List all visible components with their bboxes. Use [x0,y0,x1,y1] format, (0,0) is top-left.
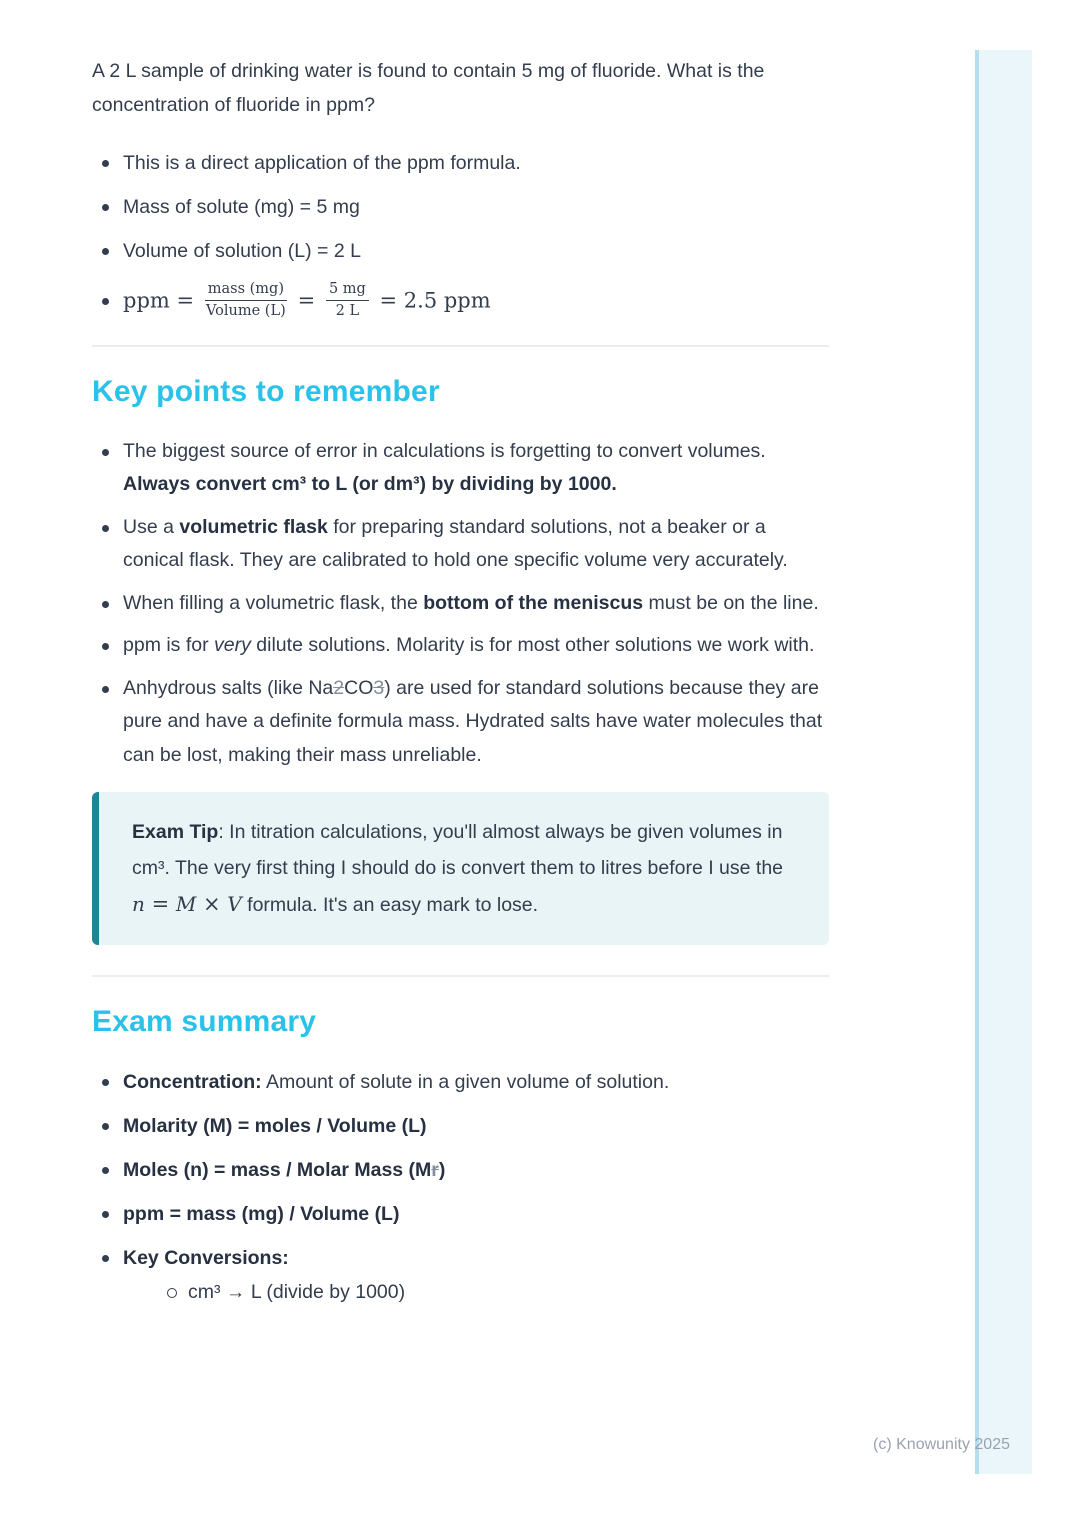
bullet-text: Mass of solute (mg) = 5 mg [123,196,360,218]
list-item [92,146,829,180]
list-item [92,1109,829,1143]
chemical-subscript: 2 [333,676,345,699]
exam-tip-text: formula. It's an easy mark to lose. [241,894,539,917]
bullet-text: must be on the line. [643,591,819,614]
fraction-numerator: mass (mg) [205,280,287,301]
bullet-text: ) are used for standard solutions because they are pure and have a definite formula mass. Hydrated salts have water molecules that can be lost, making their mass unreliable. [123,676,823,766]
intro-paragraph: A 2 L sample of drinking water is found to contain 5 mg of fluoride. What is the concentration of fluoride in ppm? [92,60,765,116]
chemical-subscript: r [431,1159,439,1182]
exam-tip-label: Exam Tip [132,821,219,844]
bullet-text: cm³ → L (divide by 1000) [188,1281,406,1304]
formula-equals: = [291,288,322,313]
bullet-text: When filling a volumetric flask, the [123,591,424,614]
document-content [92,54,829,1319]
fraction [205,280,287,321]
bullet-text: Volume of solution (L) = 2 L [123,240,361,262]
formula-lhs: ppm [123,288,170,313]
list-item [92,190,829,224]
example-bullet-list [92,146,829,329]
exam-tip-text: : In titration calculations, you'll almost always be given volumes in cm³. The very first thing I should do is convert them to litres before I use the [132,821,784,880]
fraction [326,280,369,321]
list-item [92,1065,829,1099]
fraction-denominator: 2 L [335,302,360,319]
copyright-notice: (c) Knowunity 2025 [873,1436,1010,1453]
list-item [92,629,829,663]
section-divider [92,975,829,977]
exam-tip-callout [92,792,829,945]
list-item [92,1197,829,1231]
list-item [92,511,829,578]
list-item [92,1153,829,1187]
bullet-bold-text: Moles (n) = mass / Molar Mass (M [123,1159,432,1182]
bullet-bold-text: ) [438,1159,446,1182]
math-variable: M [175,892,197,917]
bullet-bold-text: Concentration: [123,1071,262,1094]
bullet-text: Anhydrous salts (like Na [123,676,334,699]
bullet-bold-text: bottom of the meniscus [423,591,644,614]
list-item [92,587,829,621]
key-conversions-sublist [157,1275,829,1309]
bullet-text: for preparing standard solutions, not a beaker or a conical flask. They are calibrated to hold one specific volume very accurately. [123,515,788,572]
bullet-bold-text: ppm = mass (mg) / Volume (L) [123,1203,400,1226]
ppm-formula [92,278,829,329]
bullet-text: Use a [123,515,180,538]
bullet-text: This is a direct application of the ppm formula. [123,152,521,174]
fraction-numerator: 5 mg [326,280,369,301]
section-divider [92,345,829,347]
formula-result: 2.5 ppm [403,288,491,313]
bullet-text: The biggest source of error in calculations is forgetting to convert volumes. [123,439,766,462]
formula-equals: = [372,288,404,313]
chemical-subscript: 3 [373,676,385,699]
page-edge-strip [975,50,1032,1474]
bullet-bold-text: volumetric flask [179,515,328,538]
math-variable: V [227,892,242,917]
formula-equals: = [169,288,201,313]
bullet-bold-text: Molarity (M) = moles / Volume (L) [123,1115,427,1138]
bullet-text: dilute solutions. Molarity is for most other solutions we work with. [250,634,815,657]
list-item [92,435,829,502]
math-variable: n [132,892,145,917]
fraction-denominator: Volume (L) [206,302,286,319]
bullet-text: CO [344,676,374,699]
bullet-text: ppm is for [123,634,215,657]
math-operator: × [196,892,228,917]
list-item [92,672,829,773]
bullet-bold-text: Always convert cm³ to L (or dm³) by dividing by 1000. [123,473,617,496]
bullet-bold-text: Key Conversions: [123,1247,289,1270]
math-operator: = [144,892,176,917]
exam-summary-list [92,1065,829,1309]
bullet-text: Amount of solute in a given volume of solution. [261,1071,670,1094]
key-points-heading: Key points to remember [92,374,440,408]
list-item [92,1241,829,1309]
list-item [92,234,829,268]
bullet-italic-text: very [214,634,251,657]
sub-list-item [157,1275,829,1309]
exam-summary-heading: Exam summary [92,1005,317,1039]
key-points-list [92,435,829,773]
